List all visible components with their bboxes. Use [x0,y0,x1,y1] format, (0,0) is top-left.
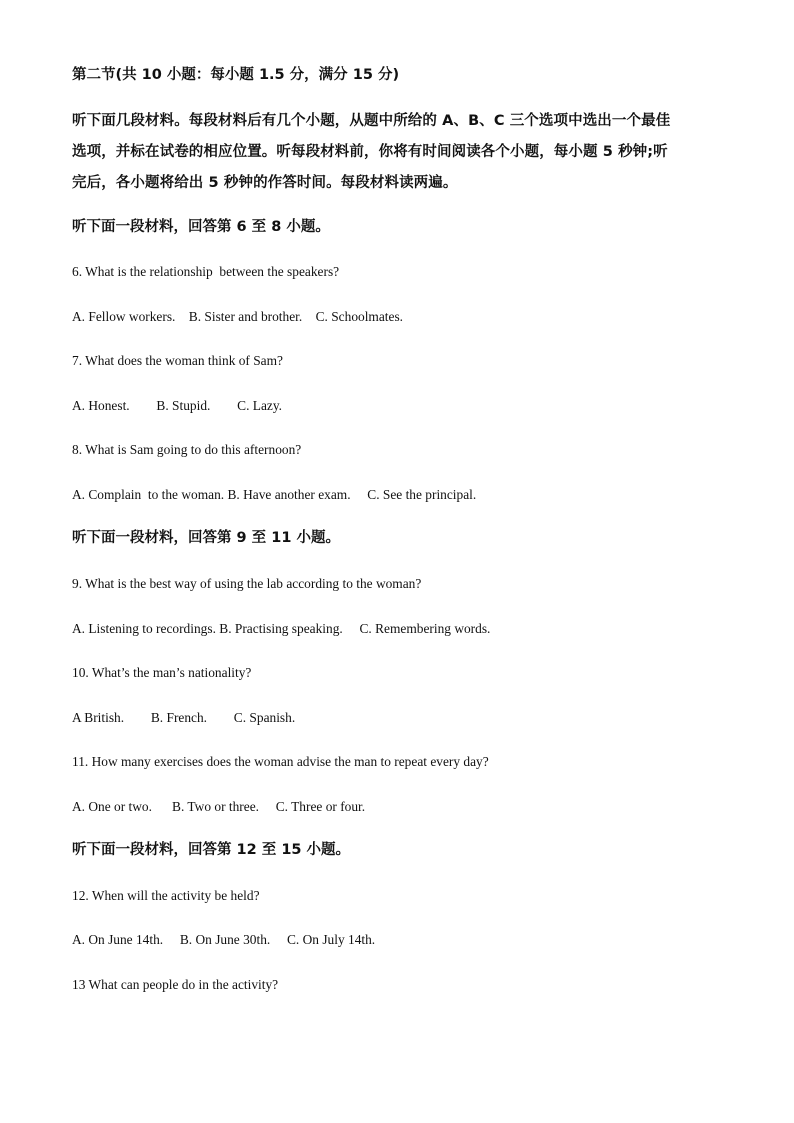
question-6: 6. What is the relationship between the speakers? [72,264,340,279]
question-13: 13 What can people do in the activity? [72,977,279,992]
group-header-12-15: 听下面一段材料，回答第 12 至 15 小题。 [72,842,351,858]
instruction-line-1: 听下面几段材料。每段材料后有几个小题，从题中所给的 A、B、C 三个选项中选出一个最佳 [72,113,671,129]
options-9: A. Listening to recordings. B. Practising speaking. C. Remembering words. [72,621,491,636]
options-6: A. Fellow workers. B. Sister and brother. C. Schoolmates. [72,309,404,324]
question-12: 12. When will the activity be held? [72,888,260,903]
instruction-line-3: 完后，各小题将给出 5 秒钟的作答时间。每段材料读两遍。 [72,175,458,191]
question-8: 8. What is Sam going to do this afternoon? [72,442,302,457]
options-10: A British. B. French. C. Spanish. [72,710,296,725]
group-header-6-8: 听下面一段材料，回答第 6 至 8 小题。 [72,219,330,235]
question-9: 9. What is the best way of using the lab according to the woman? [72,576,422,591]
options-8: A. Complain to the woman. B. Have another exam. C. See the principal. [72,487,477,502]
options-11: A. One or two. B. Two or three. C. Three or four. [72,799,366,814]
group-header-9-11: 听下面一段材料，回答第 9 至 11 小题。 [72,530,340,546]
question-11: 11. How many exercises does the woman advise the man to repeat every day? [72,754,489,769]
options-7: A. Honest. B. Stupid. C. Lazy. [72,398,283,413]
section-heading: 第二节(共 10 小题：每小题 1.5 分，满分 15 分) [72,67,400,83]
question-7: 7. What does the woman think of Sam? [72,353,283,368]
question-10: 10. What’s the man’s nationality? [72,665,252,680]
options-12: A. On June 14th. B. On June 30th. C. On July 14th. [72,932,376,947]
instruction-line-2: 选项，并标在试卷的相应位置。听每段材料前，你将有时间阅读各个小题，每小题 5 秒钟;听 [72,144,668,160]
